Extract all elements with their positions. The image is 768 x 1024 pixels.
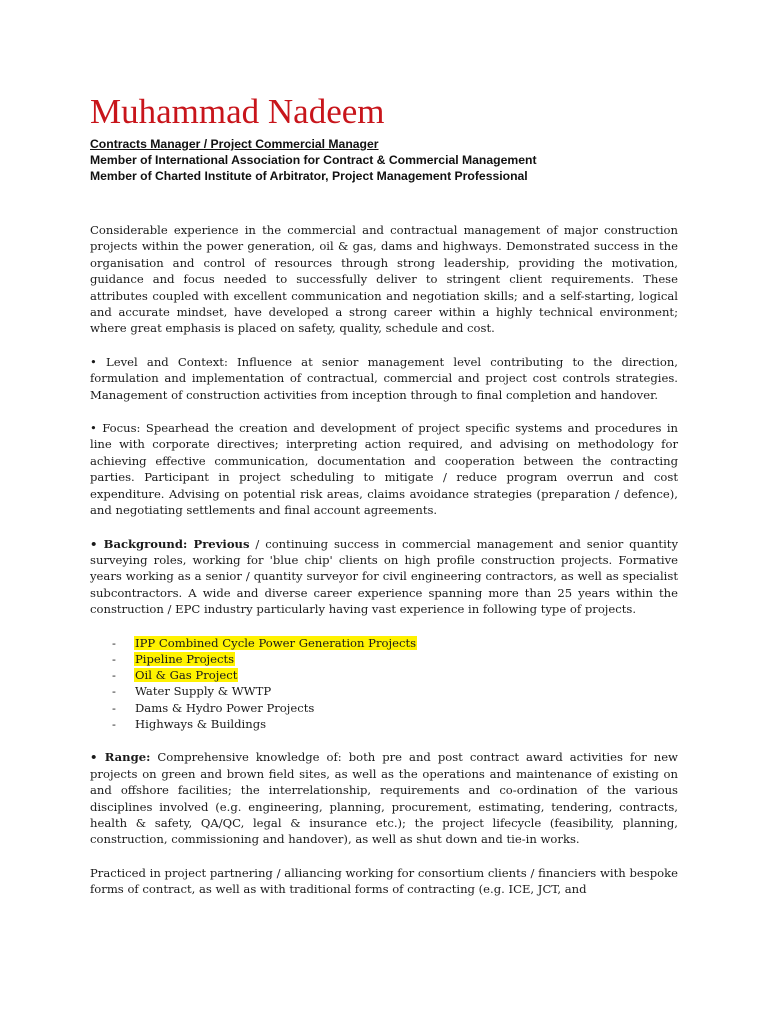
candidate-name: Muhammad Nadeem [90, 92, 385, 131]
list-dash: - [112, 700, 116, 715]
background-paragraph [90, 536, 678, 618]
background-text: / continuing success in commercial management and senior quantity surveying roles, working for 'blue chip' clients on high profile construction projects. Formative years working as a senior / quantity surveyor for civil engineering contractors, as well as specialist subcontractors. A wide and diverse career experience spanning more than 25 years within the construction / EPC industry particularly having vast experience in following type of projects. [90, 536, 678, 617]
project-type-text: Water Supply & WWTP [135, 684, 272, 699]
focus-paragraph: • Focus: Spearhead the creation and development of project specific systems and procedures in line with corporate directives; interpreting action required, and advising on methodology for achieving effective communication, documentation and cooperation between the contracting parties. Participant in project scheduling to mitigate / reduce program overrun and cost expenditure. Advising on potential risk areas, claims avoidance strategies (preparation / defence), and negotiating settlements and final account agreements. [90, 421, 678, 518]
range-label: • Range: [90, 750, 151, 765]
project-type-item [90, 716, 678, 732]
project-type-text: Highways & Buildings [135, 717, 267, 732]
range-paragraph [90, 749, 678, 847]
level-context-paragraph: • Level and Context: Influence at senior management level contributing to the direction, formulation and implementation of contractual, commercial and project cost controls strategies. Management of construction activities from inception through to final completion and handover. [90, 354, 678, 402]
summary-paragraph: Considerable experience in the commercial and contractual management of major construction projects within the power generation, oil & gas, dams and highways. Demonstrated success in the organisation and control of resources through strong leadership, providing the motivation, guidance and focus needed to successfully deliver to stringent client requirements. These attributes coupled with excellent communication and negotiation skills; and a self-starting, logical and accurate mindset, have developed a strong career within a highly technical environment; where great emphasis is placed on safety, quality, schedule and cost. [90, 223, 678, 336]
list-dash: - [112, 668, 116, 683]
background-label: • Background: Previous [90, 536, 250, 551]
resume-content [90, 92, 678, 898]
project-type-item [90, 651, 678, 667]
project-types-list [90, 635, 678, 733]
project-type-text: Pipeline Projects [135, 651, 235, 666]
range-text: Comprehensive knowledge of: both pre and post contract award activities for new projects on green and brown field sites, as well as the operations and maintenance of existing on and offshore facilities; the interrelationship, requirements and co-ordination of the various disciplines involved (e.g. engineering, planning, procurement, estimating, tendering, contracts, health & safety, QA/QC, legal & insurance etc.); the project lifecycle (feasibility, planning, construction, commissioning and handover), as well as shut down and tie-in works. [90, 750, 678, 847]
list-dash: - [112, 717, 116, 732]
list-dash: - [112, 651, 116, 666]
project-type-item [90, 700, 678, 716]
list-dash: - [112, 684, 116, 699]
membership-line-1: Member of International Association for Contract & Commercial Management [90, 153, 537, 167]
project-type-item [90, 683, 678, 699]
project-type-text: IPP Combined Cycle Power Generation Projects [135, 635, 417, 650]
project-type-item [90, 667, 678, 683]
project-type-text: Oil & Gas Project [135, 668, 238, 683]
list-dash: - [112, 635, 116, 650]
membership-line-2: Member of Charted Institute of Arbitrator, Project Management Professional [90, 169, 528, 183]
project-type-item [90, 635, 678, 651]
job-title: Contracts Manager / Project Commercial Manager [90, 137, 379, 151]
partnering-paragraph: Practiced in project partnering / alliancing working for consortium clients / financiers with bespoke forms of contract, as well as with traditional forms of contracting (e.g. ICE, JCT, and [90, 865, 678, 897]
credentials-block [90, 136, 678, 184]
project-type-text: Dams & Hydro Power Projects [135, 700, 315, 715]
